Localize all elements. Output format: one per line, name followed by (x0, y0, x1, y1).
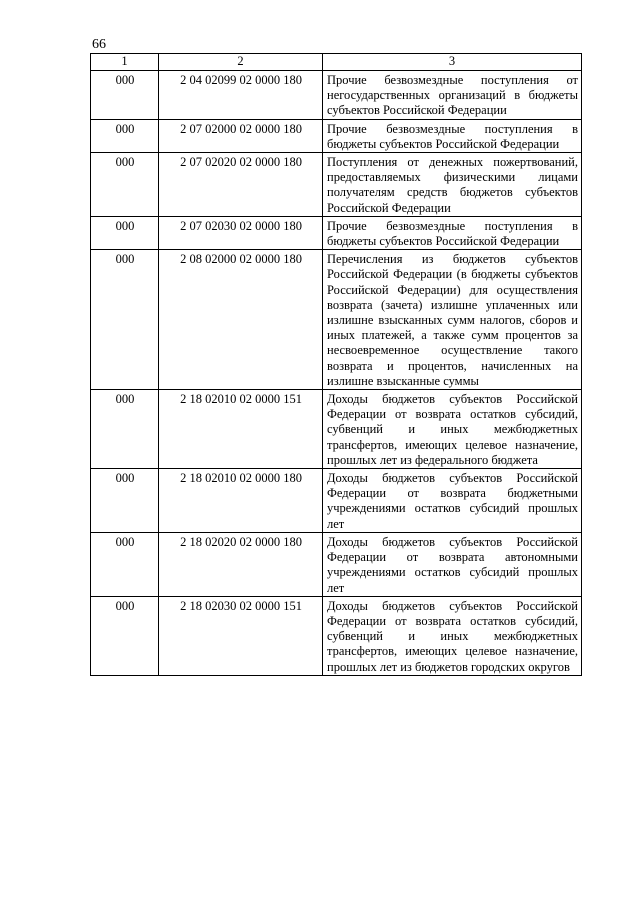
admin-code-cell: 000 (91, 71, 159, 120)
description-cell: Прочие безвозмездные поступления в бюджеты субъектов Российской Федерации (323, 216, 582, 249)
table-header-row (91, 54, 582, 71)
description-cell: Доходы бюджетов субъектов Российской Федерации от возврата остатков субсидий, субвенций и иных межбюджетных трансфертов, имеющих целевое назначение, прошлых лет из бюджетов городских округов (323, 596, 582, 675)
table-row (91, 216, 582, 249)
table-row (91, 250, 582, 390)
table-row (91, 71, 582, 120)
table-row (91, 532, 582, 596)
kbk-code-cell: 2 07 02020 02 0000 180 (159, 153, 323, 217)
table-row (91, 596, 582, 675)
kbk-code-cell: 2 04 02099 02 0000 180 (159, 71, 323, 120)
description-cell: Перечисления из бюджетов субъектов Российской Федерации (в бюджеты субъектов Российской Федерации) для осуществления возврата (зачета) излишне уплаченных или излишне взысканных сумм налогов, сборов и иных платежей, а также сумм процентов за несвоевременное осуществление такого возврата и процентов, начисленных на излишне взысканные суммы (323, 250, 582, 390)
table-row (91, 119, 582, 152)
table-row (91, 153, 582, 217)
admin-code-cell: 000 (91, 216, 159, 249)
budget-classification-table (90, 53, 582, 676)
column-header-2: 2 (159, 54, 323, 71)
kbk-code-cell: 2 07 02000 02 0000 180 (159, 119, 323, 152)
kbk-code-cell: 2 18 02010 02 0000 180 (159, 469, 323, 533)
description-cell: Прочие безвозмездные поступления от негосударственных организаций в бюджеты субъектов Российской Федерации (323, 71, 582, 120)
admin-code-cell: 000 (91, 119, 159, 152)
table-row (91, 390, 582, 469)
kbk-code-cell: 2 18 02030 02 0000 151 (159, 596, 323, 675)
admin-code-cell: 000 (91, 390, 159, 469)
admin-code-cell: 000 (91, 469, 159, 533)
kbk-code-cell: 2 18 02010 02 0000 151 (159, 390, 323, 469)
admin-code-cell: 000 (91, 153, 159, 217)
kbk-code-cell: 2 07 02030 02 0000 180 (159, 216, 323, 249)
column-header-1: 1 (91, 54, 159, 71)
page-number: 66 (92, 37, 106, 52)
admin-code-cell: 000 (91, 532, 159, 596)
description-cell: Прочие безвозмездные поступления в бюджеты субъектов Российской Федерации (323, 119, 582, 152)
description-cell: Доходы бюджетов субъектов Российской Федерации от возврата остатков субсидий, субвенций и иных межбюджетных трансфертов, имеющих целевое назначение, прошлых лет из федерального бюджета (323, 390, 582, 469)
admin-code-cell: 000 (91, 596, 159, 675)
column-header-3: 3 (323, 54, 582, 71)
kbk-code-cell: 2 08 02000 02 0000 180 (159, 250, 323, 390)
description-cell: Доходы бюджетов субъектов Российской Федерации от возврата автономными учреждениями остатков субсидий прошлых лет (323, 532, 582, 596)
description-cell: Поступления от денежных пожертвований, предоставляемых физическими лицами получателям средств бюджетов субъектов Российской Федерации (323, 153, 582, 217)
kbk-code-cell: 2 18 02020 02 0000 180 (159, 532, 323, 596)
table-row (91, 469, 582, 533)
admin-code-cell: 000 (91, 250, 159, 390)
description-cell: Доходы бюджетов субъектов Российской Федерации от возврата бюджетными учреждениями остатков субсидий прошлых лет (323, 469, 582, 533)
